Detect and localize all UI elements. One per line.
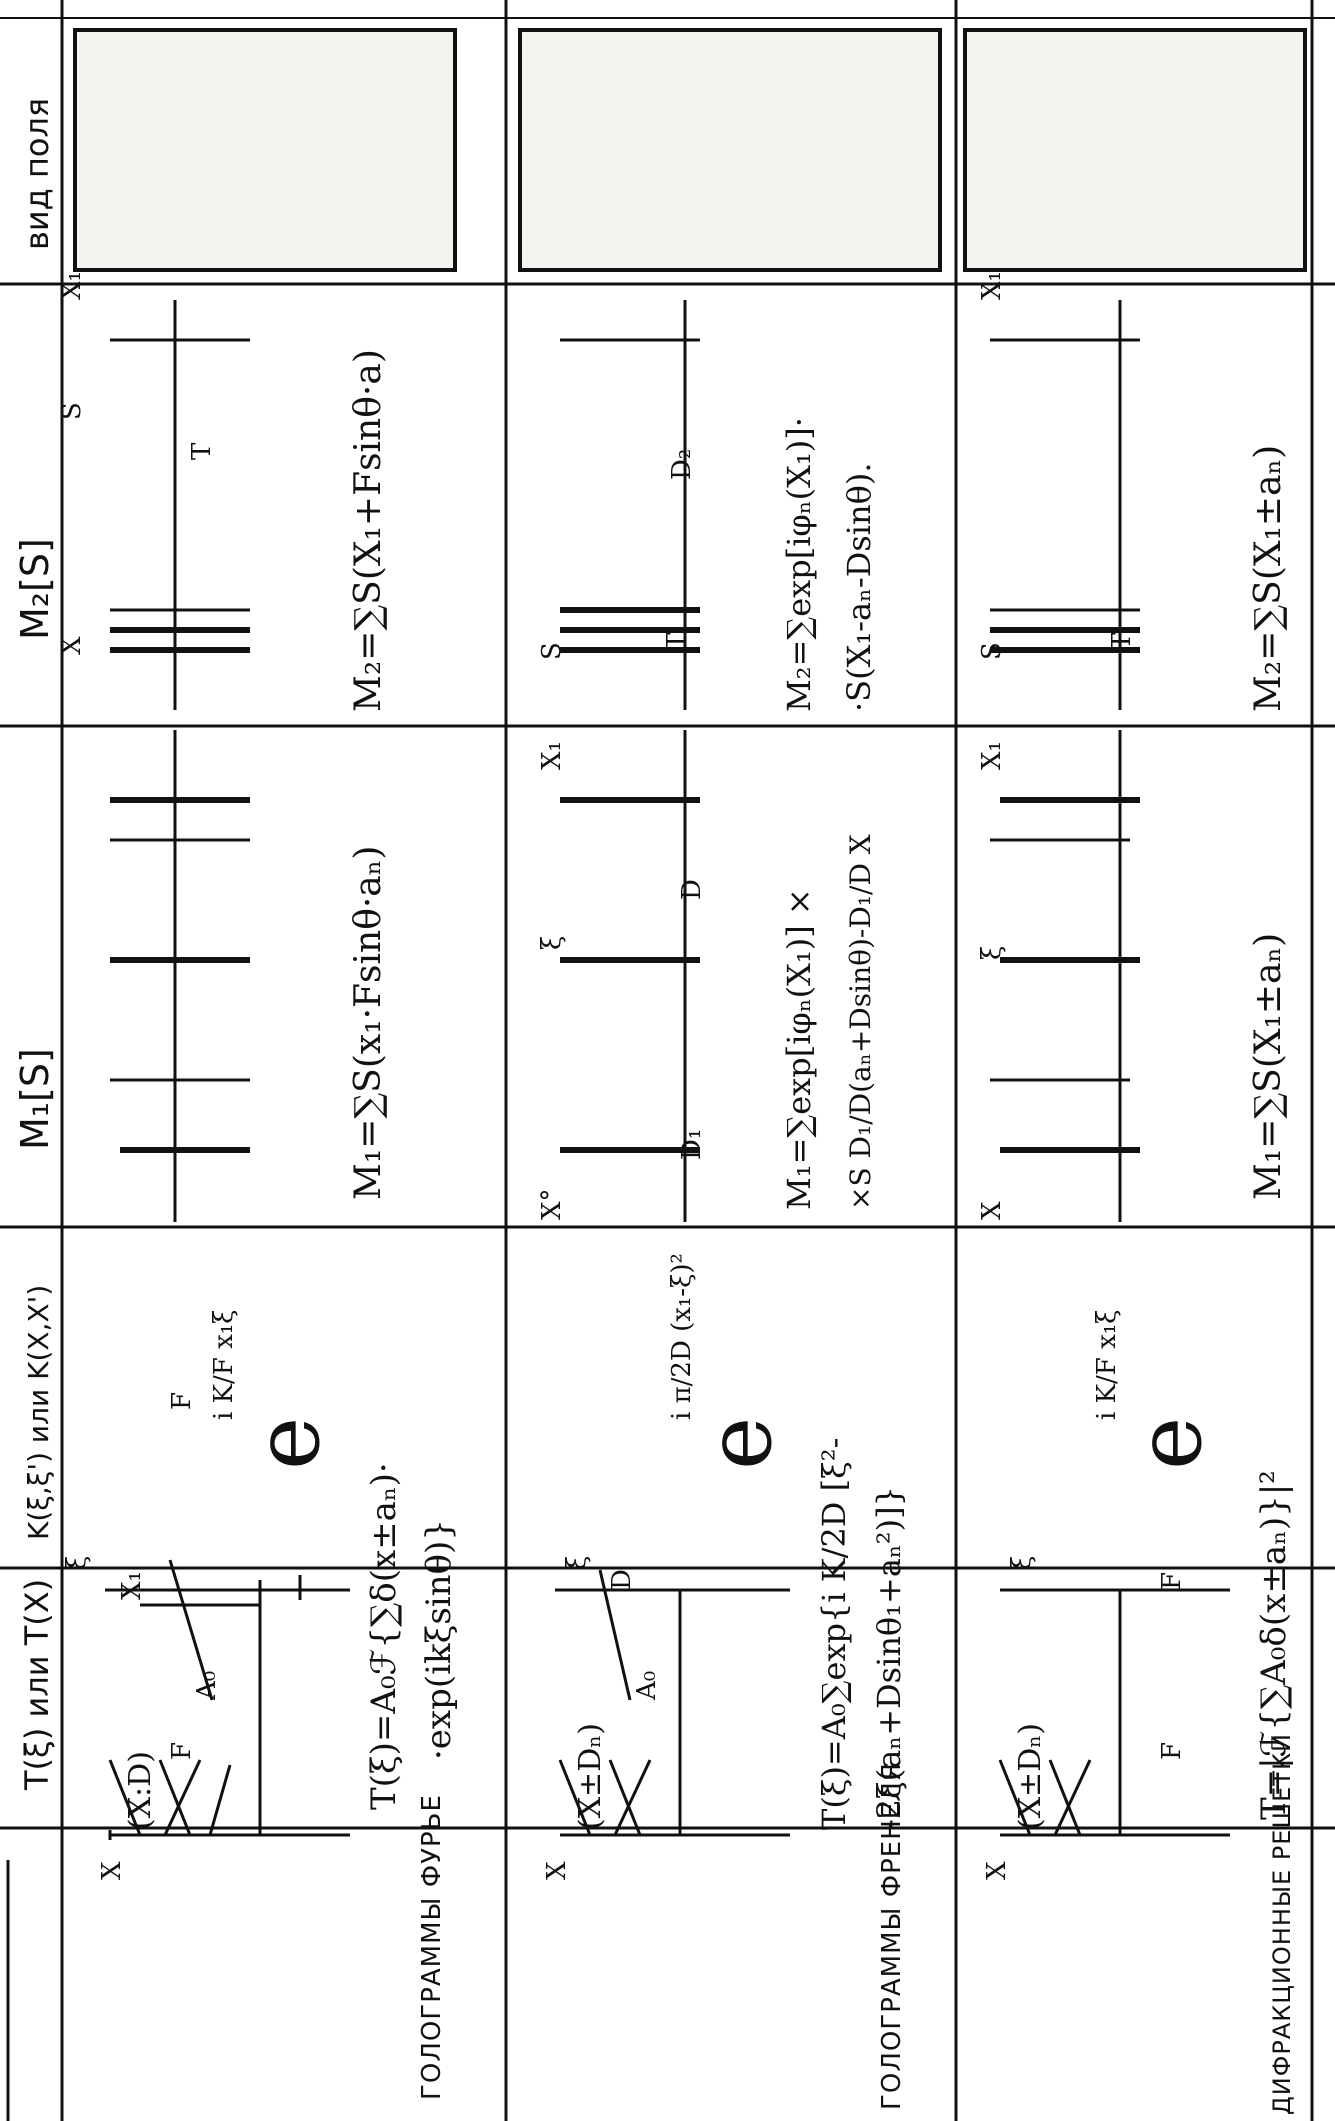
fourier-kernel-e: e (235, 1416, 340, 1470)
fourier-m1-diagram (110, 730, 250, 1222)
diagram-label: X (977, 1201, 1007, 1220)
diagram-label: D₁ (677, 1128, 707, 1160)
diagram-label: ξ (562, 1555, 592, 1570)
fourier-m2-formula: M₂=∑S(X₁+Fsinθ·a) (348, 349, 389, 712)
fresnel-kernel-e: e (687, 1416, 792, 1470)
fresnel-source-label: (X±Dₙ) (573, 1723, 608, 1830)
diagram-label: S (537, 642, 567, 660)
fresnel-transmittance-formula-2: -2ξ(aₙ+Dsinθ₁+aₙ²)]} (870, 1486, 908, 1830)
gratings-transmittance-formula: T=|ℱ{∑A₀δ(x±aₙ)}|² (1254, 1470, 1294, 1820)
diagram-label: A₀ (192, 1670, 222, 1700)
gratings-kernel-exponent: i K/F x₁ξ (1092, 1309, 1122, 1420)
gratings-field-view (965, 30, 1305, 270)
fourier-field-view (75, 30, 455, 270)
fourier-m2-diagram (110, 300, 250, 710)
diagram-label: A₀ (632, 1670, 662, 1700)
fresnel-m1-formula-1: M₁=∑exp[iφₙ(X₁)] × (780, 888, 818, 1210)
diagram-label: X₁ (57, 271, 87, 300)
diagram-label: F (1157, 1741, 1187, 1760)
gratings-m1-formula: M₁=∑S(X₁±aₙ) (1248, 932, 1289, 1200)
diagram-label: X (542, 1861, 572, 1880)
diagram-label: X₁ (537, 741, 567, 770)
header-m2: M₂[S] (13, 538, 57, 640)
column-headers (13, 98, 57, 1791)
header-field-view: вид поля (18, 97, 56, 250)
fresnel-transmittance-formula-1: T(ξ)=A₀∑exp{i K/2D [ξ²- (815, 1437, 853, 1830)
fresnel-m1-formula-2: ×S D₁/D(aₙ+Dsinθ)-D₁/D X (844, 834, 877, 1210)
diagram-label: T (662, 632, 692, 650)
header-m1: M₁[S] (13, 1048, 57, 1150)
row-label-fresnel: ГОЛОГРАММЫ ФРЕНЕЛЯ (877, 1762, 907, 2110)
diagram-label: X (97, 1861, 127, 1880)
fresnel-m2-formula-2: ·S(X₁-aₙ-Dsinθ). (840, 462, 878, 712)
diagram-label: X (57, 636, 87, 655)
diagram-label: F (167, 1391, 197, 1410)
diagram-label: S (977, 642, 1007, 660)
diagram-label-layer (57, 271, 1187, 1880)
fourier-transmittance-formula-2: ·exp(ikξsinθ)} (419, 1519, 459, 1760)
gratings-m1-diagram (990, 730, 1140, 1222)
diagram-label: T (187, 442, 217, 460)
diagram-label: X₁ (977, 271, 1007, 300)
diagram-label: D (677, 879, 707, 900)
diagram-label: F (167, 1741, 197, 1760)
diagram-label: X₁ (977, 741, 1007, 770)
fourier-m1-formula: M₁=∑S(x₁·Fsinθ·aₙ) (348, 845, 389, 1200)
fourier-kernel-exponent: i K/F x₁ξ (209, 1309, 239, 1420)
fresnel-field-view (520, 30, 940, 270)
fresnel-kernel-exponent: i π/2D (x₁-ξ)² (667, 1253, 697, 1420)
diagram-label: ξ (1007, 1555, 1037, 1570)
fresnel-m2-formula-1: M₂=∑exp[iφₙ(X₁)]· (780, 417, 818, 712)
diagram-label: S (57, 402, 87, 420)
row-label-gratings: ДИФРАКЦИОННЫЕ РЕШЕТКИ (1268, 1733, 1296, 2115)
diagram-label: X° (537, 1188, 567, 1220)
fourier-source-label: (X:D) (123, 1751, 158, 1830)
diagram-label: ξ (977, 945, 1007, 960)
gratings-kernel-e: e (1117, 1416, 1222, 1470)
diagram-label: X₁ (117, 1571, 147, 1600)
gratings-source-label: (X±Dₙ) (1013, 1723, 1048, 1830)
diagram-label: X (982, 1861, 1012, 1880)
diagram-label: ξ (62, 1555, 92, 1570)
diagram-label: F (1157, 1571, 1187, 1590)
diagram-label: T (1107, 632, 1137, 650)
diagram-label: D₂ (667, 448, 697, 480)
row-label-fourier: ГОЛОГРАММЫ ФУРЬЕ (417, 1794, 447, 2100)
diagram-label: ξ (537, 935, 567, 950)
header-transmittance: T(ξ) или T(X) (18, 1578, 56, 1790)
gratings-m2-formula: M₂=∑S(X₁±aₙ) (1248, 444, 1289, 712)
fourier-transmittance-formula-1: T(ξ)=A₀ℱ{∑δ(x±aₙ)· (364, 1462, 404, 1810)
row-labels (417, 1733, 1296, 2115)
header-kernel: K(ξ,ξ') или K(X,X') (22, 1284, 55, 1540)
diagram-label: D (607, 1569, 637, 1590)
